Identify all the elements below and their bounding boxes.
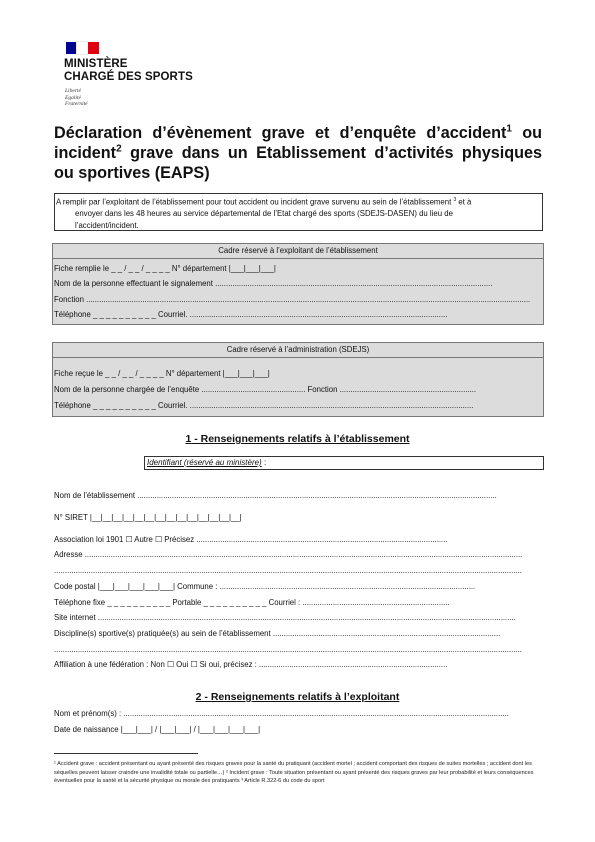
instructions-text-1: A remplir par l’exploitant de l’établissement pour tout accident ou incident grave survenu au sein de l’établissement [56, 197, 452, 207]
field-reporter-name[interactable]: Nom de la personne effectuant le signalement ................................................................................................................................ [54, 279, 493, 288]
footnote-separator [54, 753, 198, 754]
field-siret[interactable]: N° SIRET |__|__|__|__|__|__|__|__|__|__|__|__|__|__| [54, 513, 242, 522]
section-2-number: 2 [195, 691, 202, 703]
instructions-box [54, 193, 543, 231]
footnotes: ¹ Accident grave : accident présentant ou ayant présenté des risques graves pour la santé du pratiquant (accident mortel ; accident comportant des risques de suites mortelles ; accident dont les séquelles peuvent laisser craindre une invalidité totale ou partielle…) ² Incident grave : Toute situation présentant ou ayant présenté des risques graves par leur probabilité et leurs conséquences éventuelles pour la santé et la sécurité physique ou morale des pratiquants ³ Article R.322-6 du code du sport [54, 761, 534, 784]
establishment-reserved-box [52, 243, 544, 325]
ministry-name [64, 58, 193, 84]
section-1-number: 1 [185, 433, 192, 445]
title-part-3: grave dans un Etablissement d’activités physiques ou sportives (EAPS) [54, 144, 542, 182]
motto-liberte: Liberté [65, 88, 81, 94]
title-part-2: ou incident [54, 124, 542, 162]
instructions-line-1 [56, 195, 538, 208]
section-2-heading [0, 691, 595, 703]
field-website[interactable]: Site internet ................................................................................................................................................................................................. [54, 613, 516, 622]
field-postcode-commune[interactable]: Code postal |___|___|___|___|___| Commune : ...................................................................................................................... [54, 582, 476, 591]
motto-fraternite: Fraternité [65, 101, 88, 108]
field-investigator-phone-email[interactable]: Téléphone _ _ _ _ _ _ _ _ _ _ Courriel. ................................................................................................................................... [54, 401, 474, 410]
field-structure-type[interactable]: Association loi 1901 ☐ Autre ☐ Précisez .................................................................................................................... [54, 535, 448, 544]
motto-egalite: Egalité [65, 94, 81, 101]
flag-blue-band [66, 42, 77, 54]
section-2-title: - Renseignements relatifs à l’exploitant [201, 691, 400, 703]
administration-reserved-box [52, 342, 544, 417]
instructions-line-3: l’accident/incident. [75, 220, 139, 230]
field-date-filled[interactable]: Fiche remplie le _ _ / _ _ / _ _ _ _ N° département |___|___|___| [54, 264, 276, 273]
field-disciplines[interactable]: Discipline(s) sportive(s) pratiquée(s) au sein de l’établissement ......................................................................................................... [54, 629, 501, 638]
field-operator-birthdate[interactable]: Date de naissance |___|___| / |___|___| / |___|___|___|___| [54, 725, 261, 734]
field-federation-affiliation[interactable]: Affiliation à une fédération : Non ☐ Oui ☐ Si oui, précisez : ....................................................................................... [54, 660, 448, 669]
republic-motto [65, 88, 88, 108]
field-address[interactable]: Adresse .......................................................................................................................................................................................................... [54, 550, 523, 559]
establishment-box-heading: Cadre réservé à l’exploitant de l’établissement [53, 244, 543, 259]
field-reporter-function[interactable]: Fonction ............................................................................................................................................................................................................. [54, 295, 531, 304]
field-date-received[interactable]: Fiche reçue le _ _ / _ _ / _ _ _ _ N° département |___|___|___| [54, 369, 270, 378]
republic-flag-icon [66, 42, 99, 54]
instructions-text-1-end: et à [456, 197, 472, 207]
flag-white-band [77, 42, 88, 54]
ministry-line-2: CHARGÉ DES SPORTS [64, 71, 193, 83]
flag-red-band [88, 42, 99, 54]
field-investigator-name-function[interactable]: Nom de la personne chargée de l’enquête ................................................ Fonction ............................................................... [54, 385, 477, 394]
section-1-heading [0, 433, 595, 445]
footnote-ref-2: 2 [116, 143, 122, 155]
administration-box-heading: Cadre réservé à l’administration (SDEJS) [53, 343, 543, 358]
field-operator-name[interactable]: Nom et prénom(s) : .................................................................................................................................................................................. [54, 709, 509, 718]
identifier-suffix: : [261, 458, 267, 467]
field-address-continued[interactable]: ........................................................................................................................................................................................................................ [54, 566, 522, 575]
footnote-ref-1: 1 [506, 123, 512, 135]
identifier-label: Identifiant (réservé au ministère) [147, 458, 262, 467]
ministry-line-1: MINISTÈRE [64, 58, 128, 70]
title-part-1: Déclaration d’évènement grave et d’enquête d’accident [54, 124, 507, 142]
document-title [54, 123, 542, 183]
field-phones-email[interactable]: Téléphone fixe _ _ _ _ _ _ _ _ _ _ Portable _ _ _ _ _ _ _ _ _ _ Courriel : .................................................................... [54, 598, 450, 607]
footnote-ref-3: 3 [453, 197, 457, 203]
instructions-line-2: envoyer dans les 48 heures au service départemental de l’Etat chargé des sports (SDEJS-DASEN) du lieu de [75, 209, 453, 219]
identifier-box[interactable] [144, 456, 544, 470]
field-establishment-name[interactable]: Nom de l’établissement ...................................................................................................................................................................... [54, 491, 497, 500]
section-1-title: - Renseignements relatifs à l’établissement [191, 433, 410, 445]
field-disciplines-continued[interactable]: ........................................................................................................................................................................................................................ [54, 645, 522, 654]
field-reporter-phone-email[interactable]: Téléphone _ _ _ _ _ _ _ _ _ _ Courriel. ....................................................................................................................... [54, 310, 448, 319]
